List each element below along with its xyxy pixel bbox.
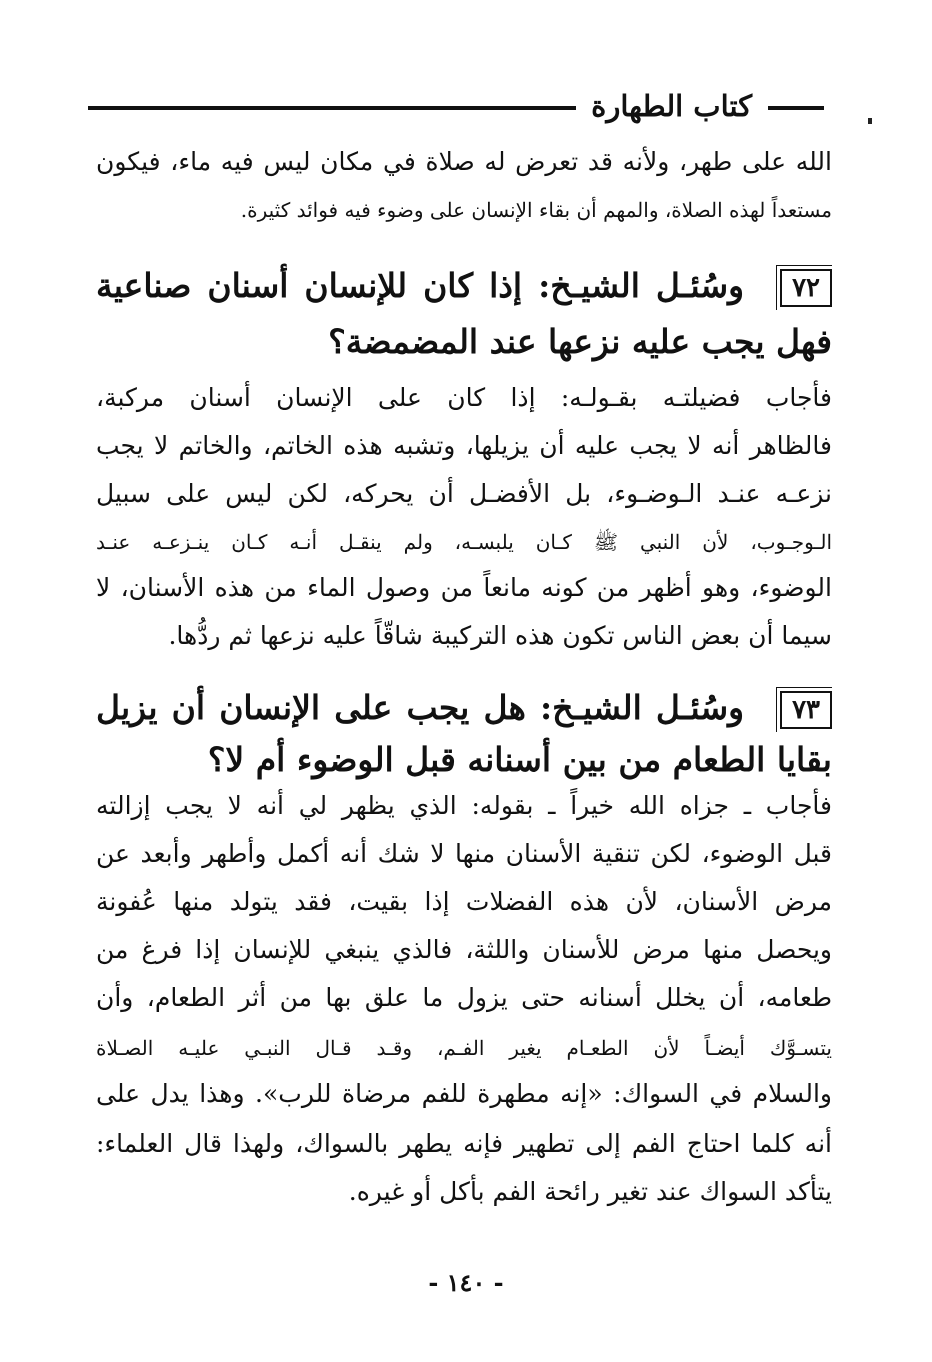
answer-line: ويحصل منها مرض للأسنان واللثة، فالذي ينبغي للإنسان إذا فرغ من — [96, 935, 832, 964]
header-dash — [768, 106, 824, 110]
answer-line: فأجاب فضيلتـه بقـولـه: إذا كان على الإنسان أسنان مركبة، — [96, 383, 832, 412]
answer-line: قبل الوضوء، لكن تنقية الأسنان منها لا شك أنه أكمل وأطهر وأبعد عن — [96, 839, 832, 868]
question-72-text: وسُئـل الشيـخ: إذا كان للإنسان أسنان صناعية — [96, 266, 745, 305]
answer-line: سيما أن بعض الناس تكون هذه التركيبة شاقّاً عليه نزعها ثم ردُّها. — [168, 621, 832, 650]
question-72-heading — [96, 262, 832, 310]
answer-line: والسلام في السواك: «إنه مطهرة للفم مرضاة للرب». وهذا يدل على — [96, 1079, 832, 1108]
running-header — [88, 86, 824, 126]
answer-line: يتسـوَّك أيضـاً لأن الطعـام يغير الفـم، وقـد قـال النبـي عليـه الصـلاة — [96, 1036, 832, 1060]
answer-line: يتأكد السواك عند تغير رائحة الفم بأكل أو غيره. — [348, 1177, 832, 1206]
question-72-text: فهل يجب عليه نزعها عند المضمضة؟ — [328, 322, 832, 361]
answer-line: نزعـه عنـد الـوضـوء، بل الأفضـل أن يحركه، لكن ليس على سبيل — [96, 479, 832, 508]
margin-mark — [868, 118, 872, 124]
intro-line: مستعداً لهذه الصلاة، والمهم أن بقاء الإنسان على وضوء فيه فوائد كثيرة. — [240, 198, 832, 222]
question-number-badge: ٧٣ — [780, 691, 832, 729]
answer-line: فأجاب ـ جزاه الله خيراً ـ بقوله: الذي يظهر لي أنه لا يجب إزالته — [96, 791, 832, 820]
intro-line: الله على طهر، ولأنه قد تعرض له صلاة في مكان ليس فيه ماء، فيكون — [96, 147, 832, 176]
answer-line: الوضوء، وهو أظهر من كونه مانعاً من وصول الماء من هذه الأسنان، لا — [96, 573, 832, 602]
question-73-text: وسُئـل الشيـخ: هل يجب على الإنسان أن يزيل — [96, 688, 745, 727]
answer-line: فالظاهر أنه لا يجب عليه أن يزيلها، وتشبه هذه الخاتم، والخاتم لا يجب — [96, 431, 832, 460]
question-number-badge: ٧٢ — [780, 269, 832, 307]
answer-line: الـوجـوب، لأن النبي ﷺ كـان يلبسـه، ولم ينقـل أنـه كـان ينـزعـه عنـد — [96, 530, 832, 554]
header-title: كتاب الطهارة — [591, 89, 752, 123]
question-73-heading — [96, 684, 832, 732]
answer-line: مرض الأسنان، لأن هذه الفضلات إذا بقيت، فقد يتولد منها عُفونة — [96, 887, 832, 916]
answer-line: طعامه، أن يخلل أسنانه حتى يزول ما علق بها من أثر الطعام، وأن — [96, 983, 832, 1012]
header-rule — [88, 106, 576, 110]
answer-line: أنه كلما احتاج الفم إلى تطهير فإنه يطهر بالسواك، ولهذا قال العلماء: — [96, 1129, 832, 1158]
page-number: - ١٤٠ - — [428, 1268, 504, 1297]
question-73-text: بقايا الطعام من بين أسنانه قبل الوضوء أم لا؟ — [207, 740, 832, 779]
